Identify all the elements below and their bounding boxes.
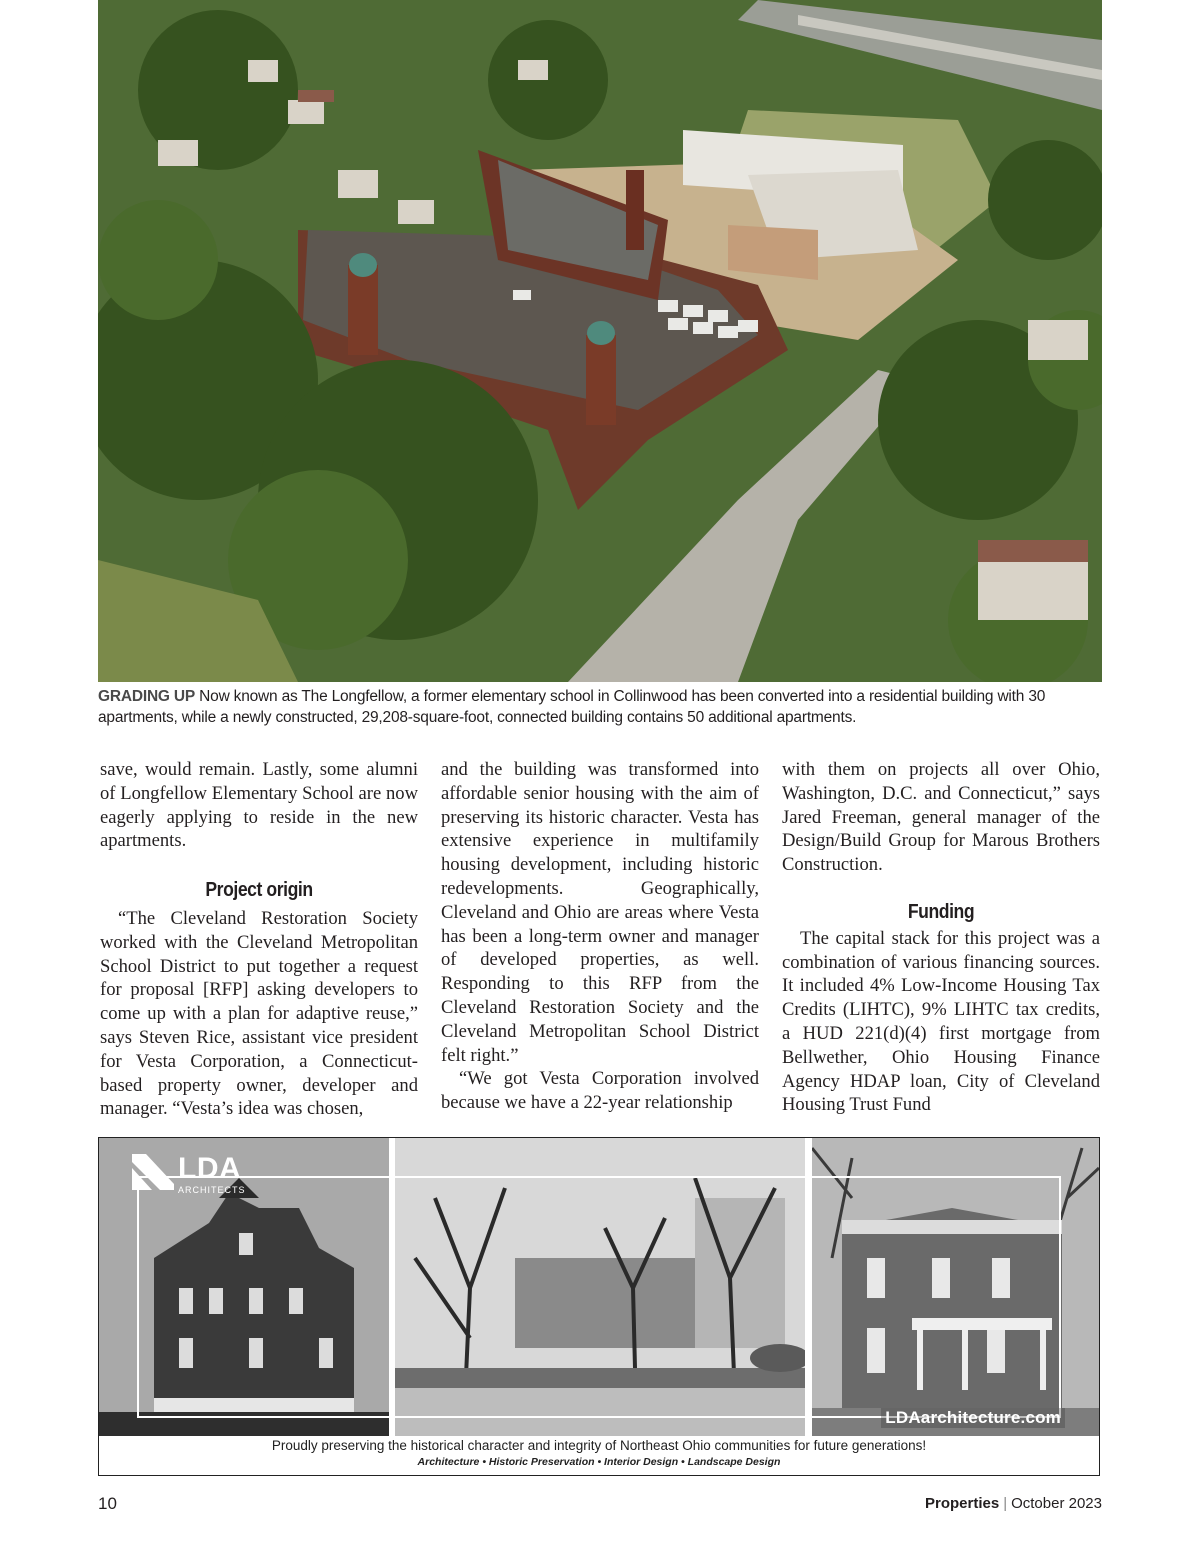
article-column-1 (100, 758, 418, 1121)
paragraph: The capital stack for this project was a combination of various financing sources. It included 4% Low-Income Housing Tax Credits (LIHTC), 9% LIHTC tax credits, a HUD 221(d)(4) first mortgage from Bellwether, Ohio Housing Finance Agency HDAP loan, City of Cleveland Housing Trust Fund (782, 927, 1100, 1116)
hero-photo (98, 0, 1102, 682)
historic-street-illustration (395, 1138, 805, 1436)
caption-text: Now known as The Longfellow, a former elementary school in Collinwood has been converted into a residential building with 30 apartments, while a newly constructed, 29,208-square-foot, connected building contains 50 additional apartments. (98, 688, 1046, 726)
paragraph: and the building was transformed into affordable senior housing with the aim of preserving its historic character. Vesta has extensive experience in multifamily housing development, including historic redevelopments. Geographically, Cleveland and Ohio are areas where Vesta has been a long-term owner and manager of developed properties, as well. Responding to this RFP from the Cleveland Restoration Society and the Cleveland Metropolitan School District felt right.” (441, 759, 759, 1066)
lda-logo (132, 1154, 246, 1195)
article-column-3 (782, 758, 1100, 1117)
ad-photo-italianate-house (812, 1138, 1099, 1436)
aerial-photo-illustration (98, 0, 1102, 682)
paragraph: “The Cleveland Restoration Society worked with the Cleveland Metropolitan School District to put together a request for proposal [RFP] asking developers to come up with a plan for adaptive reuse,” says Steven Rice, assistant vice president for Vesta Corporation, a Connecticut-based property owner, developer and manager. “Vesta’s idea was chosen, (100, 907, 418, 1120)
publication-name: Properties (924, 1495, 1000, 1512)
lda-architects-ad[interactable] (98, 1137, 1100, 1476)
running-footer (925, 1495, 1102, 1512)
page-number: 10 (98, 1494, 117, 1513)
ad-tagline: Proudly preserving the historical character and integrity of Northeast Ohio communities for future generations! (271, 1438, 927, 1453)
paragraph: “We got Vesta Corporation involved because we have a 22-year relationship (441, 1068, 759, 1114)
lda-logo-mark-icon (132, 1154, 174, 1190)
lda-logo-subtext: ARCHITECTS (178, 1185, 246, 1195)
ad-photo-historic-street (395, 1138, 805, 1436)
ad-website-link[interactable]: LDAarchitecture.com (881, 1408, 1065, 1428)
ad-services: Architecture • Historic Preservation • Interior Design • Landscape Design (417, 1456, 781, 1468)
footer-separator: | (1003, 1495, 1008, 1512)
lda-logo-text: LDA (178, 1152, 242, 1185)
subheading-funding: Funding (907, 900, 975, 923)
paragraph: with them on projects all over Ohio, Washington, D.C. and Connecticut,” says Jared Freeman, general manager of the Design/Build Group for Marous Brothers Construction. (782, 759, 1100, 876)
subheading-project-origin: Project origin (205, 879, 313, 902)
article-column-2 (441, 758, 759, 1115)
photo-caption (98, 686, 1108, 728)
italianate-house-illustration (812, 1138, 1099, 1436)
caption-lead: GRADING UP (98, 688, 196, 705)
issue-date: October 2023 (1011, 1495, 1102, 1512)
paragraph: save, would remain. Lastly, some alumni of Longfellow Elementary School are now eagerly applying to reside in the new apartments. (100, 759, 418, 852)
